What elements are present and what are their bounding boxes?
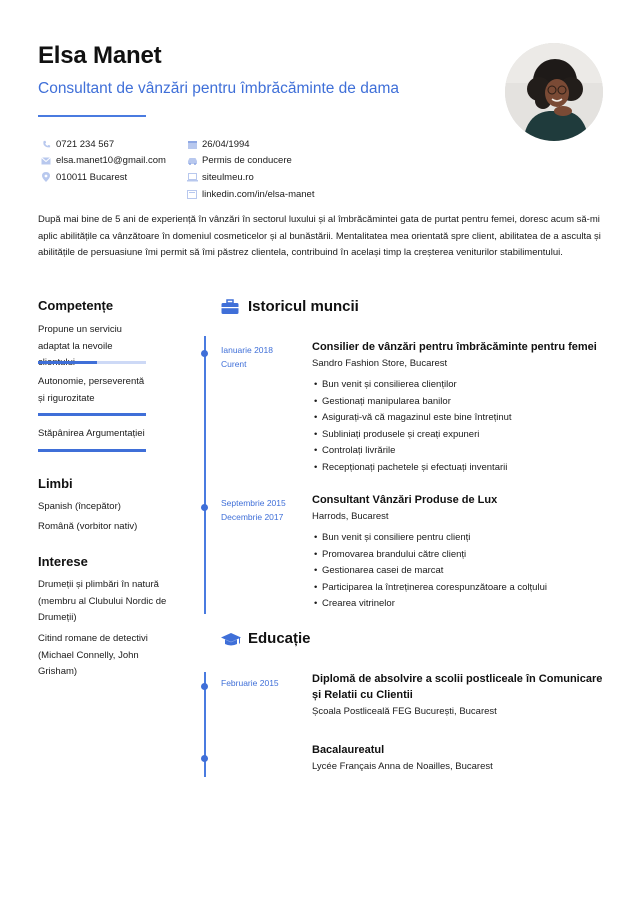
education-entry-school: Școala Postliceală FEG București, Bucarest bbox=[312, 706, 497, 717]
contact-website[interactable]: siteulmeu.ro bbox=[184, 169, 314, 186]
work-entry-company: Harrods, Bucarest bbox=[312, 511, 389, 522]
duty-item: • Controlați livrările bbox=[314, 443, 512, 460]
work-entry-dates bbox=[221, 343, 273, 371]
skill-level-bar bbox=[38, 361, 146, 364]
contact-column-right bbox=[184, 136, 314, 202]
language-item: Română (vorbitor nativ) bbox=[38, 521, 138, 532]
contact-birthdate: 26/04/1994 bbox=[184, 136, 314, 153]
education-entry-school: Lycée Français Anna de Noailles, Bucarest bbox=[312, 761, 493, 772]
work-entry-duties bbox=[314, 377, 512, 477]
contact-phone: 0721 234 567 bbox=[38, 136, 166, 153]
graduation-cap-icon bbox=[221, 632, 241, 648]
skill-item: Stăpânirea Argumentației bbox=[38, 428, 145, 439]
profile-summary: După mai bine de 5 ani de experiență în vânzări în sectorul luxului și al îmbrăcămintei gata de purtat pentru femei, doresc acum să-mi aplic abilitățile ca vânzătoare în domeniul cosmeticelor și al bunăstării. Mentalitatea mea orientată spre client, abilitatea de a asculta și abilitățile de persuasiune îmi permit să îmi păstrez clientela, contribuind în același timp la creșterea veniturilor stabilimentului. bbox=[38, 214, 601, 259]
contact-address: 010011 Bucarest bbox=[38, 169, 166, 186]
envelope-icon bbox=[38, 157, 54, 165]
contact-linkedin[interactable]: linkedin.com/in/elsa-manet bbox=[184, 186, 314, 203]
duty-item: • Crearea vitrinelor bbox=[314, 596, 547, 613]
phone-icon bbox=[38, 140, 54, 149]
education-entry-title: Bacalaureatul bbox=[312, 744, 385, 756]
work-history-heading: Istoricul muncii bbox=[248, 298, 359, 315]
education-entry-date: Februarie 2015 bbox=[221, 678, 279, 688]
date-start: Septembrie 2015 bbox=[221, 498, 286, 508]
duty-item: • Bun venit și consiliere pentru clienți bbox=[314, 530, 547, 547]
job-title: Consultant de vânzări pentru îmbrăcăminte de dama bbox=[38, 80, 400, 97]
car-icon bbox=[184, 157, 200, 165]
interests-heading: Interese bbox=[38, 554, 88, 569]
linkedin-icon bbox=[184, 190, 200, 199]
timeline-dot bbox=[201, 504, 208, 511]
contact-license: Permis de conducere bbox=[184, 153, 314, 170]
contact-email[interactable]: elsa.manet10@gmail.com bbox=[38, 153, 166, 170]
duty-item: • Participarea la întreținerea corespunzătoare a colțului bbox=[314, 580, 547, 597]
education-heading: Educație bbox=[248, 630, 311, 647]
education-entry-title: Diplomă de absolvire a scolii postliceale în Comunicare și Relatii cu Clientii bbox=[312, 673, 603, 701]
map-pin-icon bbox=[38, 172, 54, 182]
skill-level-fill bbox=[38, 361, 97, 364]
contact-column-left bbox=[38, 136, 166, 186]
skill-level-bar bbox=[38, 413, 146, 416]
work-entry-title: Consilier de vânzări pentru îmbrăcăminte pentru femei bbox=[312, 341, 597, 353]
language-item: Spanish (începător) bbox=[38, 501, 121, 512]
languages-heading: Limbi bbox=[38, 476, 73, 491]
interest-item: Citind romane de detectivi (Michael Connelly, John Grisham) bbox=[38, 633, 148, 678]
timeline-dot bbox=[201, 755, 208, 762]
work-entry-duties bbox=[314, 530, 547, 613]
candidate-name: Elsa Manet bbox=[38, 42, 162, 69]
timeline-dot bbox=[201, 683, 208, 690]
duty-item: • Asigurați-vă că magazinul este bine întreținut bbox=[314, 410, 512, 427]
title-divider bbox=[38, 115, 146, 117]
duty-item: • Subliniați produsele și creați expuneri bbox=[314, 427, 512, 444]
duty-item: • Recepționați pachetele și efectuați inventarii bbox=[314, 460, 512, 477]
profile-photo bbox=[505, 43, 603, 141]
date-start: Ianuarie 2018 bbox=[221, 345, 273, 355]
duty-item: • Gestionarea casei de marcat bbox=[314, 563, 547, 580]
duty-item: • Bun venit și consilierea clienților bbox=[314, 377, 512, 394]
skill-level-fill bbox=[38, 449, 146, 452]
skill-level-fill bbox=[38, 413, 146, 416]
duty-item: • Gestionați manipularea banilor bbox=[314, 394, 512, 411]
date-end: Decembrie 2017 bbox=[221, 512, 284, 522]
duty-item: • Promovarea brandului către clienți bbox=[314, 547, 547, 564]
work-entry-title: Consultant Vânzări Produse de Lux bbox=[312, 494, 498, 506]
work-timeline bbox=[204, 336, 206, 614]
laptop-icon bbox=[184, 173, 200, 182]
skill-item: Propune un serviciu adaptat la nevoile bbox=[38, 324, 122, 352]
work-entry-company: Sandro Fashion Store, Bucarest bbox=[312, 358, 448, 369]
skills-heading: Competențe bbox=[38, 298, 114, 313]
briefcase-icon bbox=[221, 299, 239, 315]
timeline-dot bbox=[201, 350, 208, 357]
interest-item: Drumeții și plimbări în natură (membru al Clubului Nordic de Drumeții) bbox=[38, 579, 167, 624]
work-entry-dates bbox=[221, 496, 286, 524]
date-end: Curent bbox=[221, 359, 247, 369]
skill-level-bar bbox=[38, 449, 146, 452]
skill-item: Autonomie, perseverentă și rigurozitate bbox=[38, 376, 145, 404]
calendar-icon bbox=[184, 140, 200, 149]
